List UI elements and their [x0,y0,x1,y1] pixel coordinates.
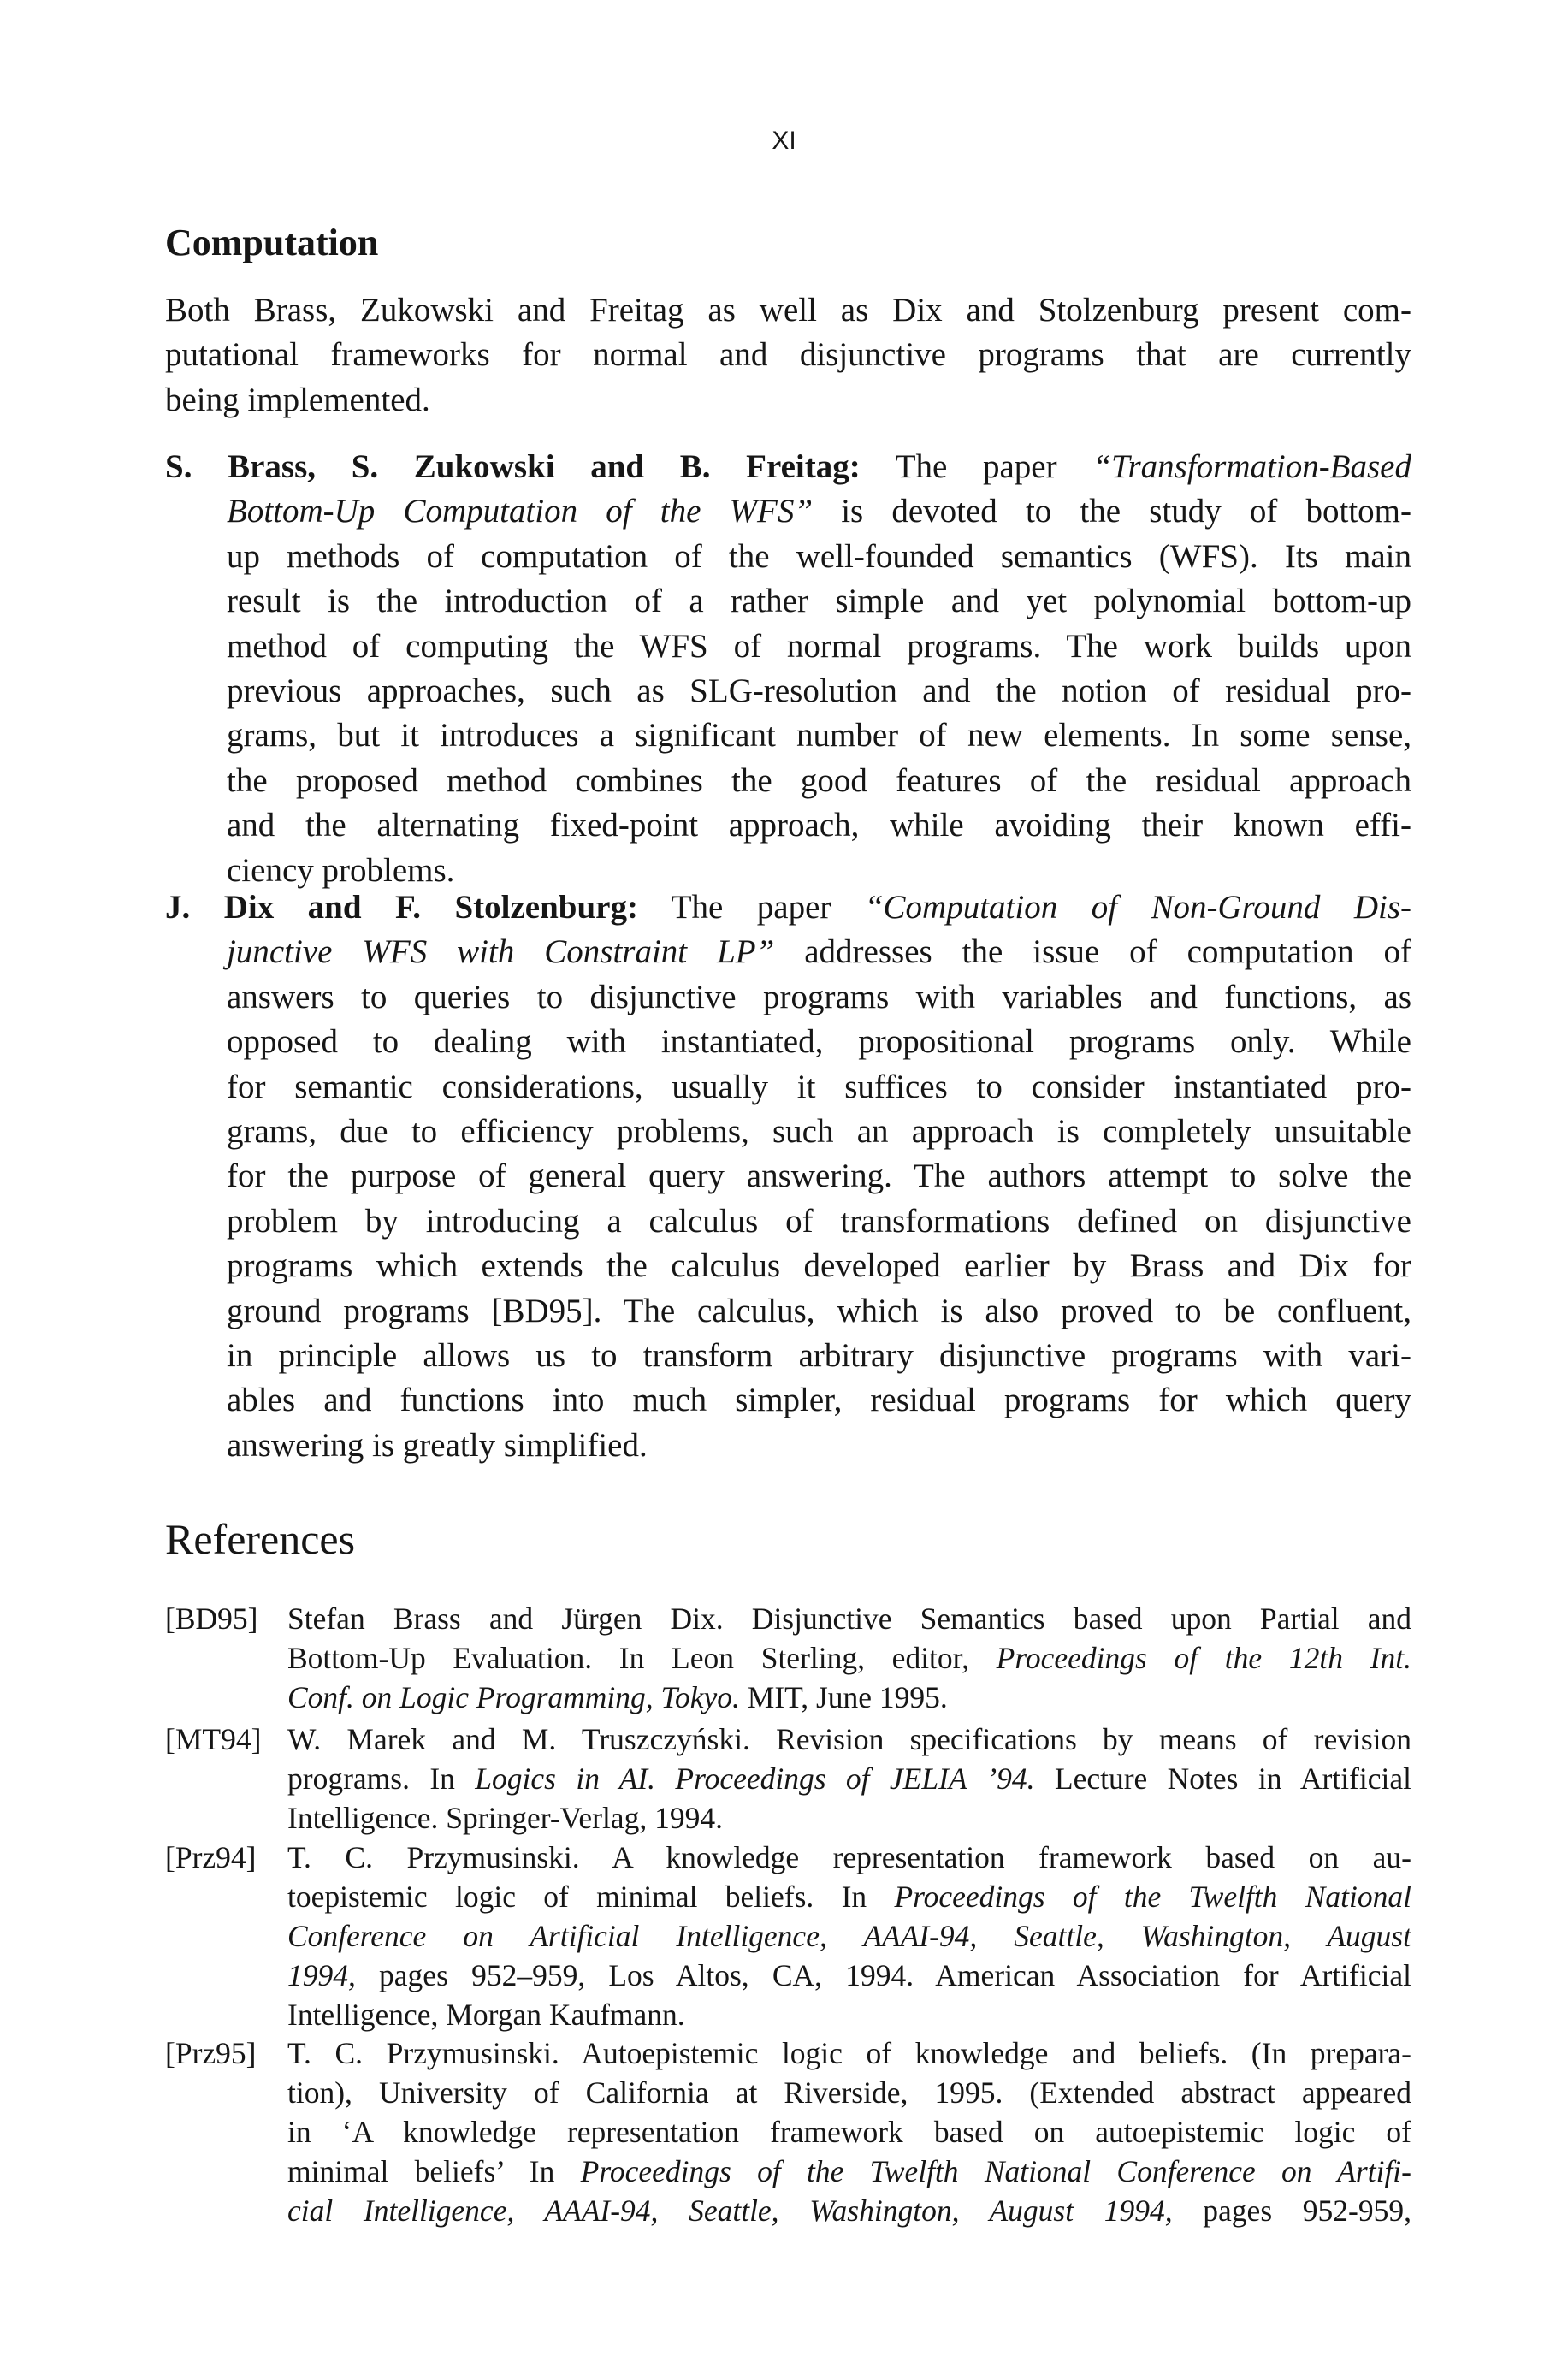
text-line [165,1244,1411,1288]
section-heading-computation: Computation [165,222,379,263]
text-line [165,759,1411,803]
text-line [165,579,1411,624]
text-segment: answers to queries to disjunctive programs with variables and functions, as [227,978,1411,1015]
page-number: XI [772,127,796,155]
text-line [287,1599,1411,1638]
italic-title: Bottom-Up Computation of the WFS” [227,493,814,530]
text-line [287,1759,1411,1798]
text-segment: W. Marek and M. Truszczyński. Revision specifications by means of revision [287,1722,1411,1756]
text-segment: Lecture Notes in Artificial [1034,1761,1411,1796]
text-segment: the proposed method combines the good features of the residual approach [227,761,1411,799]
text-segment: ables and functions into much simpler, residual programs for which query [227,1382,1411,1419]
italic-title: Conference on Artificial Intelligence, AAAI-94, Seattle, Washington, August [287,1919,1411,1953]
italic-title: “Computation of Non-Ground Dis- [864,889,1411,926]
reference-label: [Prz94] [165,1840,257,1874]
text-line [165,489,1411,534]
text-segment: T. C. Przymusinski. Autoepistemic logic of knowledge and beliefs. (In prepara- [287,2036,1411,2070]
italic-title: junctive WFS with Constraint LP” [227,933,775,971]
text-line [165,1378,1411,1423]
text-line [165,1065,1411,1110]
text-line [287,1956,1411,1995]
italic-title: Proceedings of the 12th Int. [996,1641,1411,1675]
text-segment: Bottom-Up Evaluation. In Leon Sterling, editor, [287,1641,997,1675]
text-line [287,1838,1411,1877]
text-segment: Stefan Brass and Jürgen Dix. Disjunctive Semantics based upon Partial and [287,1601,1411,1636]
italic-title: Logics in AI. Proceedings of JELIA ’94. [475,1761,1035,1796]
reference-text [287,1838,1411,2034]
text-line [287,2191,1411,2230]
italic-title: “Transformation-Based [1092,448,1411,485]
text-line [165,1289,1411,1334]
reference-entry-bd95 [165,1599,1411,1717]
text-segment: result is the introduction of a rather simple and yet polynomial bottom-up [227,583,1411,620]
text-segment: ground programs [BD95]. The calculus, which is also proved to be confluent, [227,1292,1411,1329]
italic-title: cial Intelligence, AAAI-94, Seattle, Washington, August 1994, [287,2193,1173,2228]
text-segment: in principle allows us to transform arbitrary disjunctive programs with vari- [227,1336,1411,1374]
summary-brass-zukowski-freitag [165,445,1411,893]
text-line [165,803,1411,848]
italic-title: Proceedings of the Twelfth National Conference on Artifi- [580,2154,1411,2188]
text-segment: T. C. Przymusinski. A knowledge representation framework based on au- [287,1840,1411,1874]
text-segment: Intelligence, Morgan Kaufmann. [287,1998,685,2032]
reference-text [287,1720,1411,1838]
text-segment: grams, but it introduces a significant number of new elements. In some sense, [227,717,1411,755]
text-line [287,1798,1411,1838]
intro-paragraph [165,288,1411,423]
text-line [287,1877,1411,1916]
text-segment: pages 952-959, [1172,2193,1411,2228]
text-segment: previous approaches, such as SLG-resolution and the notion of residual pro- [227,672,1411,709]
text-line [287,2152,1411,2191]
text-line [165,1020,1411,1064]
text-line [165,930,1411,974]
references-heading: References [165,1515,356,1563]
text-line [165,1424,1411,1468]
text-segment: for the purpose of general query answering. The authors attempt to solve the [227,1157,1411,1195]
text-segment: grams, due to efficiency problems, such an approach is completely unsuitable [227,1112,1411,1150]
text-line [165,1334,1411,1378]
summary-dix-stolzenburg [165,885,1411,1468]
text-line [287,1720,1411,1759]
text-line [287,2034,1411,2073]
reference-label: [MT94] [165,1722,262,1756]
reference-text [287,1599,1411,1717]
text-segment: programs which extends the calculus developed earlier by Brass and Dix for [227,1247,1411,1285]
text-segment: is devoted to the study of bottom- [813,493,1411,530]
text-segment: The paper [860,448,1093,485]
text-segment: The paper [637,889,865,926]
text-segment: opposed to dealing with instantiated, propositional programs only. While [227,1023,1411,1061]
text-line [165,535,1411,579]
italic-title: Conf. on Logic Programming, Tokyo. [287,1680,740,1714]
reference-entry-mt94 [165,1720,1411,1838]
text-segment: answering is greatly simplified. [227,1426,648,1464]
text-segment: for semantic considerations, usually it suffices to consider instantiated pro- [227,1068,1411,1105]
reference-label: [BD95] [165,1601,258,1636]
text-line [165,445,1411,489]
text-segment: and the alternating fixed-point approach, while avoiding their known effi- [227,807,1411,844]
text-line [165,378,1411,423]
text-segment: tion), University of California at Riverside, 1995. (Extended abstract appeared [287,2075,1411,2110]
text-line [287,1916,1411,1956]
text-line [165,885,1411,930]
text-line [165,288,1411,333]
text-segment: addresses the issue of computation of [774,933,1411,971]
text-segment: method of computing the WFS of normal programs. The work builds upon [227,627,1411,665]
text-line [165,1154,1411,1199]
text-segment: MIT, June 1995. [739,1680,948,1714]
text-segment: up methods of computation of the well-founded semantics (WFS). Its main [227,537,1411,575]
italic-title: Proceedings of the Twelfth National [894,1880,1411,1914]
text-line [165,975,1411,1020]
text-line [287,2112,1411,2152]
author-names: J. Dix and F. Stolzenburg: [165,889,638,926]
text-segment: pages 952–959, Los Altos, CA, 1994. American Association for Artificial [355,1958,1411,1992]
text-segment: minimal beliefs’ In [287,2154,581,2188]
reference-text [287,2034,1411,2230]
text-line [165,1110,1411,1154]
text-line [165,333,1411,377]
text-line [287,1678,1411,1717]
text-segment: problem by introducing a calculus of transformations defined on disjunctive [227,1202,1411,1240]
text-segment: Both Brass, Zukowski and Freitag as well as Dix and Stolzenburg present com- [165,292,1411,329]
text-line [165,1199,1411,1244]
text-segment: programs. In [287,1761,476,1796]
author-names: S. Brass, S. Zukowski and B. Freitag: [165,448,861,485]
text-segment: in ‘A knowledge representation framework based on autoepistemic logic of [287,2115,1411,2149]
italic-title: 1994, [287,1958,356,1992]
reference-entry-prz94 [165,1838,1411,2034]
reference-entry-prz95 [165,2034,1411,2230]
text-segment: Intelligence. Springer-Verlag, 1994. [287,1801,723,1835]
text-line [287,1995,1411,2034]
text-line [165,713,1411,758]
text-segment: being implemented. [165,381,430,418]
text-segment: putational frameworks for normal and disjunctive programs that are currently [165,336,1411,374]
reference-label: [Prz95] [165,2036,257,2070]
text-line [165,625,1411,669]
text-line [287,2073,1411,2112]
text-line [165,669,1411,713]
text-segment: ciency problems. [227,851,455,889]
text-line [287,1638,1411,1678]
text-segment: toepistemic logic of minimal beliefs. In [287,1880,895,1914]
